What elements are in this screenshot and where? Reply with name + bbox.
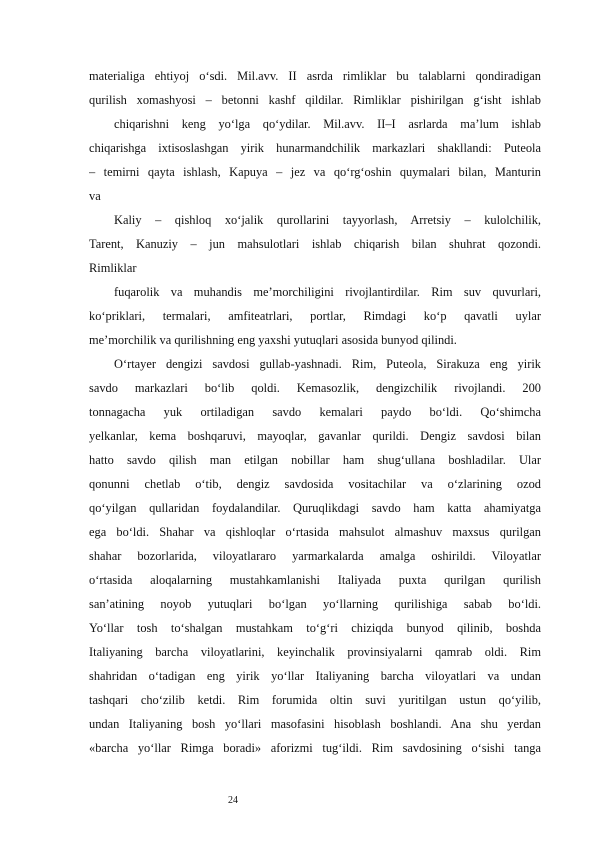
text-line-3: chiqarishni keng yo‘lga qo‘ydilar. Mil.avv. II–I asrlarda ma’lum ishlab [114, 117, 541, 131]
text-line-26: shahridan o‘tadigan eng yirik yo‘llar Italiyaning barcha viloyatlari va undan [89, 669, 541, 683]
text-line-7: Kaliy – qishloq xo‘jalik qurollarini tayyorlash, Arretsiy – kulolchilik, [114, 213, 541, 227]
text-line-24: Yo‘llar tosh to‘shalgan mustahkam to‘g‘ri chiziqda bunyod qilinib, boshda [89, 621, 541, 635]
text-line-17: hatto savdo qilish man etilgan nobillar ham shug‘ullana boshladilar. Ular [89, 453, 541, 467]
text-line-25: Italiyaning barcha viloyatlarini, keyinchalik provinsiyalarni qamrab oldi. Rim [89, 645, 541, 659]
text-line-10: fuqarolik va muhandis me’morchiligini rivojlantirdilar. Rim suv quvurlari, [114, 285, 541, 299]
text-line-4: chiqarishga ixtisoslashgan yirik hunarmandchilik markazlari shakllandi: Puteola [89, 141, 541, 155]
text-line-22: o‘rtasida aloqalarning mustahkamlanishi Italiyada puxta qurilgan qurilish [89, 573, 541, 587]
text-line-23: san’atining noyob yutuqlari bo‘lgan yo‘llarning qurilishiga sabab bo‘ldi. [89, 597, 541, 611]
text-line-13: O‘rtayer dengizi savdosi gullab-yashnadi. Rim, Puteola, Sirakuza eng yirik [114, 357, 541, 371]
text-line-28: undan Italiyaning bosh yo‘llari masofasini hisoblash boshlandi. Ana shu yerdan [89, 717, 541, 731]
text-line-21: shahar bozorlarida, viloyatlararo yarmarkalarda amalga oshirildi. Viloyatlar [89, 549, 541, 563]
text-line-29: «barcha yo‘llar Rimga boradi» aforizmi tug‘ildi. Rim savdosining o‘sishi tanga [89, 741, 541, 755]
text-line-2: qurilish xomashyosi – betonni kashf qildilar. Rimliklar pishirilgan g‘isht ishlab [89, 93, 541, 107]
text-line-8: Tarent, Kanuziy – jun mahsulotlari ishlab chiqarish bilan shuhrat qozondi. [89, 237, 541, 251]
text-line-19: qo‘yilgan qullaridan foydalandilar. Quruqlikdagi savdo ham katta ahamiyatga [89, 501, 541, 515]
text-line-16: yelkanlar, kema boshqaruvi, mayoqlar, gavanlar qurildi. Dengiz savdosi bilan [89, 429, 541, 443]
text-line-20: ega bo‘ldi. Shahar va qishloqlar o‘rtasida mahsulot almashuv maxsus qurilgan [89, 525, 541, 539]
text-line-5: – temirni qayta ishlash, Kapuya – jez va qo‘rg‘oshin quymalari bilan, Manturin [89, 165, 541, 179]
text-line-1: materialiga ehtiyoj o‘sdi. Mil.avv. II asrda rimliklar bu talablarni qondiradigan [89, 69, 541, 83]
text-line-15: tonnagacha yuk ortiladigan savdo kemalari paydo bo‘ldi. Qo‘shimcha [89, 405, 541, 419]
text-line-9: Rimliklar [89, 261, 137, 275]
text-line-27: tashqari cho‘zilib ketdi. Rim forumida oltin suvi yuritilgan ustun qo‘yilib, [89, 693, 541, 707]
text-line-6: va [89, 189, 101, 203]
text-line-14: savdo markazlari bo‘lib qoldi. Kemasozlik, dengizchilik rivojlandi. 200 [89, 381, 541, 395]
text-line-11: ko‘priklari, termalari, amfiteatrlari, portlar, Rimdagi ko‘p qavatli uylar [89, 309, 541, 323]
text-line-18: qonunni chetlab o‘tib, dengiz savdosida vositachilar va o‘zlarining ozod [89, 477, 541, 491]
page-number: 24 [228, 795, 238, 806]
text-line-12: me’morchilik va qurilishning eng yaxshi yutuqlari asosida bunyod qilindi. [89, 333, 457, 347]
